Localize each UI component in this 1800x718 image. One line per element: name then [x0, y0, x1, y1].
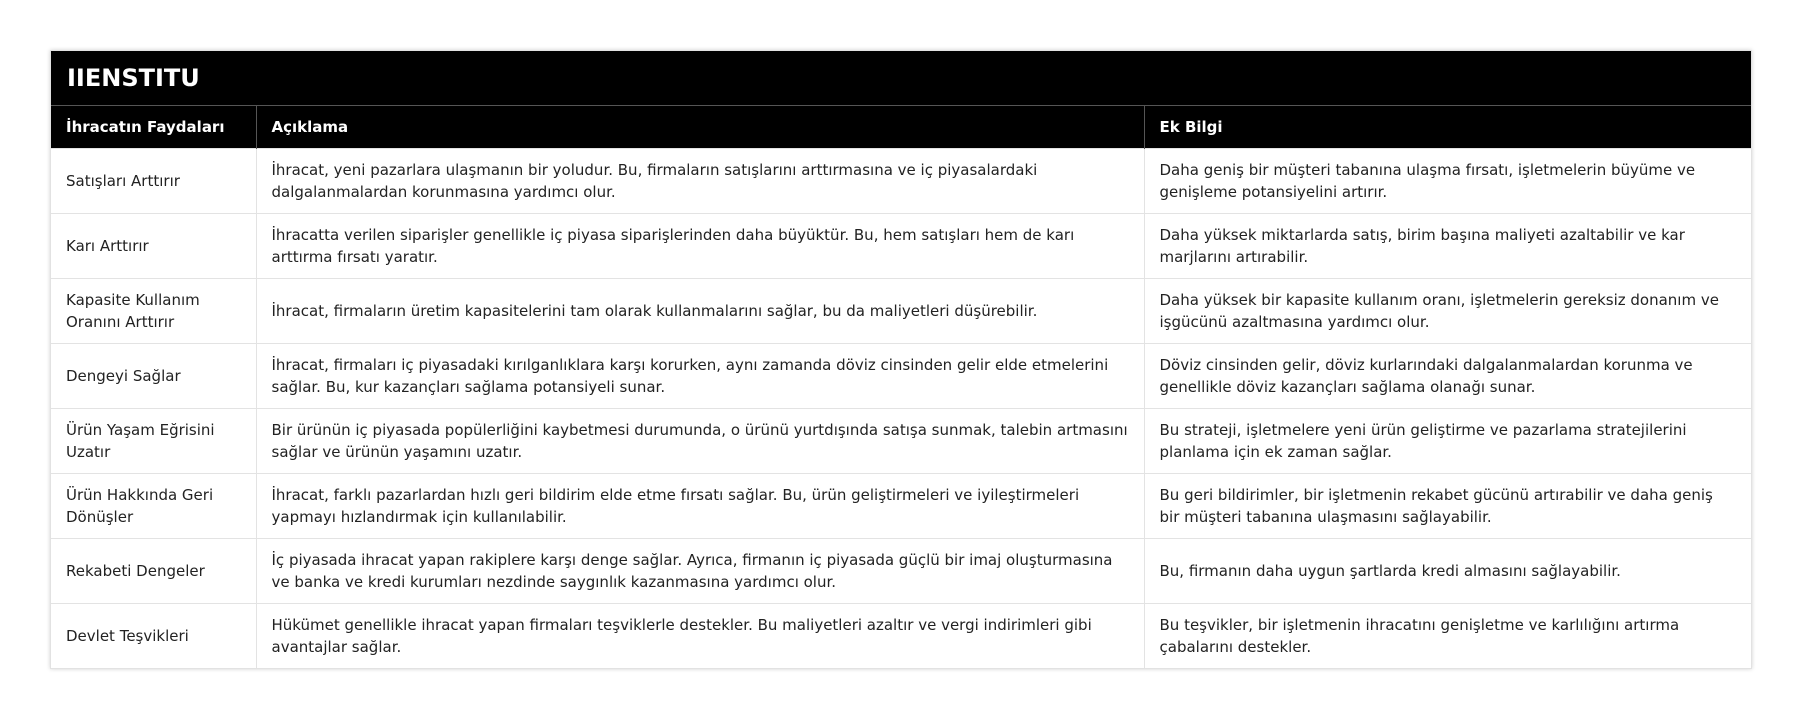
cell-description: İhracatta verilen siparişler genellikle iç piyasa siparişlerinden daha büyüktür. Bu, hem satışları hem de karı arttırma fırsatı yaratır.: [256, 214, 1144, 279]
table-row: [51, 344, 1751, 409]
cell-description: Hükümet genellikle ihracat yapan firmaları teşviklerle destekler. Bu maliyetleri azaltır ve vergi indirimleri gibi avantajlar sağlar.: [256, 604, 1144, 669]
cell-benefit: Rekabeti Dengeler: [51, 539, 256, 604]
cell-extra-info: Daha yüksek bir kapasite kullanım oranı, işletmelerin gereksiz donanım ve işgücünü azaltmasına yardımcı olur.: [1144, 279, 1751, 344]
cell-extra-info: Bu teşvikler, bir işletmenin ihracatını genişletme ve karlılığını artırma çabalarını destekler.: [1144, 604, 1751, 669]
cell-description: Bir ürünün iç piyasada popülerliğini kaybetmesi durumunda, o ürünü yurtdışında satışa sunmak, talebin artmasını sağlar ve ürünün yaşamını uzatır.: [256, 409, 1144, 474]
cell-benefit: Ürün Yaşam Eğrisini Uzatır: [51, 409, 256, 474]
benefits-table-card: [50, 50, 1752, 669]
table-row: [51, 604, 1751, 669]
cell-benefit: Dengeyi Sağlar: [51, 344, 256, 409]
cell-description: İç piyasada ihracat yapan rakiplere karşı denge sağlar. Ayrıca, firmanın iç piyasada güçlü bir imaj oluşturmasına ve banka ve kredi kurumları nezdinde saygınlık kazanmasına yardımcı olur.: [256, 539, 1144, 604]
cell-description: İhracat, firmaların üretim kapasitelerini tam olarak kullanmalarını sağlar, bu da maliyetleri düşürebilir.: [256, 279, 1144, 344]
cell-description: İhracat, yeni pazarlara ulaşmanın bir yoludur. Bu, firmaların satışlarını arttırmasına ve iç piyasalardaki dalgalanmalardan korunmasına yardımcı olur.: [256, 149, 1144, 214]
table-row: [51, 539, 1751, 604]
table-row: [51, 279, 1751, 344]
cell-benefit: Ürün Hakkında Geri Dönüşler: [51, 474, 256, 539]
cell-benefit: Kapasite Kullanım Oranını Arttırır: [51, 279, 256, 344]
table-header-row: [51, 106, 1751, 149]
cell-description: İhracat, firmaları iç piyasadaki kırılganlıklara karşı korurken, aynı zamanda döviz cinsinden gelir elde etmelerini sağlar. Bu, kur kazançları sağlama potansiyeli sunar.: [256, 344, 1144, 409]
column-header-description: Açıklama: [256, 106, 1144, 149]
table-row: [51, 409, 1751, 474]
cell-description: İhracat, farklı pazarlardan hızlı geri bildirim elde etme fırsatı sağlar. Bu, ürün geliştirmeleri ve iyileştirmeleri yapmayı hızlandırmak için kullanılabilir.: [256, 474, 1144, 539]
cell-benefit: Satışları Arttırır: [51, 149, 256, 214]
column-header-benefit: İhracatın Faydaları: [51, 106, 256, 149]
brand-title: IIENSTITU: [51, 51, 1751, 106]
cell-extra-info: Daha geniş bir müşteri tabanına ulaşma fırsatı, işletmelerin büyüme ve genişleme potansiyelini artırır.: [1144, 149, 1751, 214]
column-header-extra-info: Ek Bilgi: [1144, 106, 1751, 149]
cell-benefit: Karı Arttırır: [51, 214, 256, 279]
cell-extra-info: Daha yüksek miktarlarda satış, birim başına maliyeti azaltabilir ve kar marjlarını artırabilir.: [1144, 214, 1751, 279]
cell-extra-info: Bu geri bildirimler, bir işletmenin rekabet gücünü artırabilir ve daha geniş bir müşteri tabanına ulaşmasını sağlayabilir.: [1144, 474, 1751, 539]
cell-benefit: Devlet Teşvikleri: [51, 604, 256, 669]
cell-extra-info: Bu, firmanın daha uygun şartlarda kredi almasını sağlayabilir.: [1144, 539, 1751, 604]
table-row: [51, 214, 1751, 279]
table-row: [51, 149, 1751, 214]
cell-extra-info: Döviz cinsinden gelir, döviz kurlarındaki dalgalanmalardan korunma ve genellikle döviz kazançları sağlama olanağı sunar.: [1144, 344, 1751, 409]
cell-extra-info: Bu strateji, işletmelere yeni ürün geliştirme ve pazarlama stratejilerini planlama için ek zaman sağlar.: [1144, 409, 1751, 474]
table-row: [51, 474, 1751, 539]
benefits-table: [51, 106, 1751, 668]
